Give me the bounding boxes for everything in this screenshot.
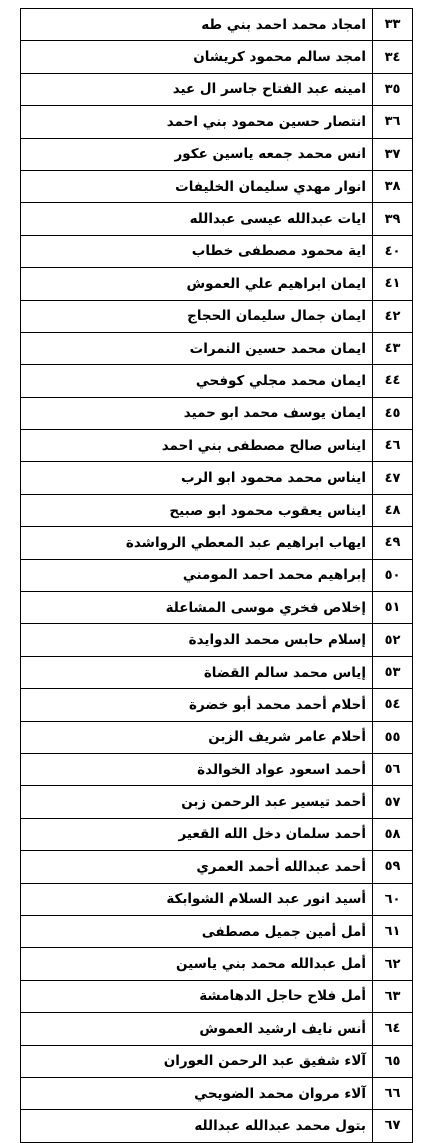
row-number: ٤٧ <box>373 462 413 494</box>
row-number: ٤٢ <box>373 300 413 332</box>
names-table-body <box>21 9 413 1143</box>
row-number: ٤٣ <box>373 332 413 364</box>
person-name: آلاء مروان محمد الضويحي <box>21 1077 373 1109</box>
table-row <box>21 494 413 526</box>
table-row <box>21 268 413 300</box>
names-list-page <box>20 8 413 1143</box>
row-number: ٤١ <box>373 268 413 300</box>
person-name: أمل أمين جميل مصطفى <box>21 915 373 947</box>
row-number: ٥٠ <box>373 559 413 591</box>
person-name: انس محمد جمعه ياسين عكور <box>21 138 373 170</box>
person-name: إبراهيم محمد احمد المومني <box>21 559 373 591</box>
person-name: أحمد تيسير عبد الرحمن زبن <box>21 786 373 818</box>
person-name: إسلام حابس محمد الدوايدة <box>21 624 373 656</box>
table-row <box>21 559 413 591</box>
table-row <box>21 753 413 785</box>
person-name: أمل عبدالله محمد بني ياسين <box>21 948 373 980</box>
person-name: أمل فلاح حاجل الدهامشة <box>21 980 373 1012</box>
person-name: ايهاب ابراهيم عبد المعطي الرواشدة <box>21 527 373 559</box>
table-row <box>21 980 413 1012</box>
person-name: امينه عبد الفتاح جاسر ال عيد <box>21 73 373 105</box>
person-name: ايمان ابراهيم علي العموش <box>21 268 373 300</box>
row-number: ٦٤ <box>373 1013 413 1045</box>
table-row <box>21 818 413 850</box>
table-row <box>21 721 413 753</box>
row-number: ٥٢ <box>373 624 413 656</box>
row-number: ٥٣ <box>373 656 413 688</box>
row-number: ٣٣ <box>373 9 413 41</box>
table-row <box>21 430 413 462</box>
person-name: أحمد عبدالله أحمد العمري <box>21 851 373 883</box>
row-number: ٣٤ <box>373 41 413 73</box>
row-number: ٣٧ <box>373 138 413 170</box>
row-number: ٤٥ <box>373 397 413 429</box>
table-row <box>21 656 413 688</box>
person-name: إياس محمد سالم القضاة <box>21 656 373 688</box>
row-number: ٣٨ <box>373 170 413 202</box>
table-row <box>21 73 413 105</box>
person-name: اية محمود مصطفى خطاب <box>21 235 373 267</box>
row-number: ٥٥ <box>373 721 413 753</box>
table-row <box>21 365 413 397</box>
person-name: آلاء شفيق عبد الرحمن العوران <box>21 1045 373 1077</box>
person-name: امجاد محمد احمد بني طه <box>21 9 373 41</box>
person-name: ايناس محمد محمود ابو الرب <box>21 462 373 494</box>
table-row <box>21 915 413 947</box>
table-row <box>21 138 413 170</box>
table-row <box>21 624 413 656</box>
table-row <box>21 300 413 332</box>
row-number: ٦٧ <box>373 1110 413 1142</box>
person-name: أنس نايف ارشيد العموش <box>21 1013 373 1045</box>
table-row <box>21 851 413 883</box>
person-name: أسيد انور عبد السلام الشوابكة <box>21 883 373 915</box>
table-row <box>21 462 413 494</box>
row-number: ٤٤ <box>373 365 413 397</box>
person-name: أحمد سلمان دخل الله القعير <box>21 818 373 850</box>
person-name: أحمد اسعود عواد الخوالدة <box>21 753 373 785</box>
row-number: ٥٩ <box>373 851 413 883</box>
table-row <box>21 883 413 915</box>
table-row <box>21 203 413 235</box>
table-row <box>21 689 413 721</box>
person-name: أحلام أحمد محمد أبو خضرة <box>21 689 373 721</box>
table-row <box>21 948 413 980</box>
person-name: انوار مهدي سليمان الخليفات <box>21 170 373 202</box>
table-row <box>21 9 413 41</box>
person-name: ايمان محمد حسين النمرات <box>21 332 373 364</box>
table-row <box>21 527 413 559</box>
row-number: ٦٠ <box>373 883 413 915</box>
row-number: ٤٩ <box>373 527 413 559</box>
row-number: ٥٤ <box>373 689 413 721</box>
person-name: ايمان محمد مجلي كوفحي <box>21 365 373 397</box>
person-name: ايناس صالح مصطفى بني احمد <box>21 430 373 462</box>
row-number: ٣٦ <box>373 106 413 138</box>
table-row <box>21 1110 413 1142</box>
table-row <box>21 170 413 202</box>
row-number: ٥٦ <box>373 753 413 785</box>
table-row <box>21 786 413 818</box>
person-name: ايمان يوسف محمد ابو حميد <box>21 397 373 429</box>
table-row <box>21 397 413 429</box>
table-row <box>21 41 413 73</box>
row-number: ٤٨ <box>373 494 413 526</box>
row-number: ٦٦ <box>373 1077 413 1109</box>
person-name: ايناس يعقوب محمود ابو صبيح <box>21 494 373 526</box>
person-name: ايات عبدالله عيسى عبدالله <box>21 203 373 235</box>
row-number: ٥٨ <box>373 818 413 850</box>
row-number: ٥٧ <box>373 786 413 818</box>
table-row <box>21 1045 413 1077</box>
row-number: ٦٥ <box>373 1045 413 1077</box>
person-name: انتصار حسين محمود بني احمد <box>21 106 373 138</box>
row-number: ٦٣ <box>373 980 413 1012</box>
row-number: ٣٥ <box>373 73 413 105</box>
table-row <box>21 235 413 267</box>
row-number: ٦٢ <box>373 948 413 980</box>
row-number: ٣٩ <box>373 203 413 235</box>
names-table <box>20 8 413 1143</box>
person-name: إخلاص فخري موسى المشاعلة <box>21 592 373 624</box>
row-number: ٤٦ <box>373 430 413 462</box>
row-number: ٤٠ <box>373 235 413 267</box>
person-name: ايمان جمال سليمان الحجاج <box>21 300 373 332</box>
table-row <box>21 1013 413 1045</box>
person-name: امجد سالم محمود كريشان <box>21 41 373 73</box>
row-number: ٥١ <box>373 592 413 624</box>
row-number: ٦١ <box>373 915 413 947</box>
person-name: أحلام عامر شريف الزبن <box>21 721 373 753</box>
table-row <box>21 1077 413 1109</box>
table-row <box>21 106 413 138</box>
table-row <box>21 332 413 364</box>
person-name: بتول محمد عبدالله عبدالله <box>21 1110 373 1142</box>
table-row <box>21 592 413 624</box>
